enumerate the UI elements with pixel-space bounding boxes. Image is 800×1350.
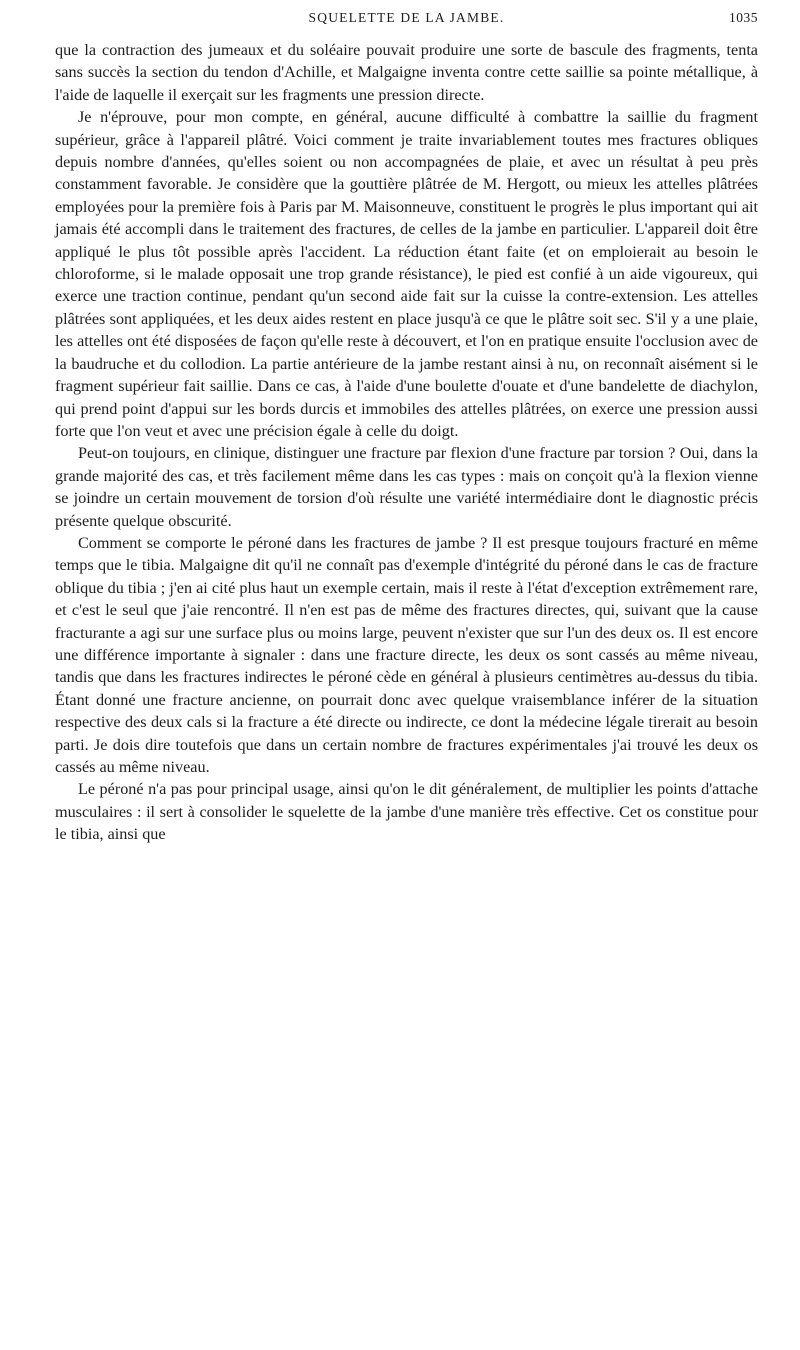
paragraph-continuation: que la contraction des jumeaux et du soléaire pouvait produire une sorte de bascule des fragments, tenta sans succès la section du tendon d'Achille, et Malgaigne inventa contre cette saillie sa pointe métallique, à l'aide de laquelle il exerçait sur les fragments une pression directe. xyxy=(55,41,758,104)
paragraph-fibula-role: Le péroné n'a pas pour principal usage, ainsi qu'on le dit généralement, de multiplier les points d'attache musculaires : il sert à consolider le squelette de la jambe d'une manière très effective. Cet os constitue pour le tibia, ainsi que xyxy=(55,780,758,844)
paragraph-plaster-treatment: Je n'éprouve, pour mon compte, en général, aucune difficulté à combattre la saillie du fragment supérieur, grâce à l'appareil plâtré. Voici comment je traite invariablement toutes mes fractures obliques depuis nombre d'années, qu'elles soient ou non accompagnées de plaie, et avec un résultat à peu près constamment favorable. Je considère que la gouttière plâtrée de M. Hergott, ou mieux les attelles plâtrées employées pour la première fois à Paris par M. Maisonneuve, constituent le progrès le plus important qui ait jamais été accompli dans le traitement des fractures, de celles de la jambe en particulier. L'appareil doit être appliqué le plus tôt possible après l'accident. La réduction étant faite (et on emploierait au besoin le chloroforme, si le malade opposait une trop grande résistance), le pied est confié à un aide vigoureux, qui exerce une traction continue, pendant qu'un second aide fait sur la cuisse la contre-extension. Les attelles plâtrées sont appliquées, et les deux aides restent en place jusqu'à ce que le plâtre soit sec. S'il y a une plaie, les attelles ont été disposées de façon qu'elle reste à découvert, et l'on en pratique ensuite l'occlusion avec de la baudruche et du collodion. La partie antérieure de la jambe restant ainsi à nu, on reconnaît aisément si le fragment supérieur fait saillie. Dans ce cas, à l'aide d'une boulette d'ouate et d'une bandelette de diachylon, qui prend point d'appui sur les bords durcis et immobiles des attelles plâtrées, on exerce une pression aussi forte que l'on veut et avec une précision égale à celle du doigt. xyxy=(55,108,758,440)
paragraph-flexion-torsion: Peut-on toujours, en clinique, distinguer une fracture par flexion d'une fracture par torsion ? Oui, dans la grande majorité des cas, et très facilement même dans les cas types : mais on conçoit qu'à la flexion vienne se joindre un certain mouvement de torsion d'où résulte une variété intermédiaire dont le diagnostic précis présente quelque obscurité. xyxy=(55,444,758,530)
page-number: 1035 xyxy=(729,10,758,25)
book-page xyxy=(55,0,758,1350)
running-head xyxy=(55,0,758,38)
paragraph-fibula-fractures: Comment se comporte le péroné dans les fractures de jambe ? Il est presque toujours fracturé en même temps que le tibia. Malgaigne dit qu'il ne connaît pas d'exemple d'intégrité du péroné dans le cas de fracture oblique du tibia ; j'en ai cité plus haut un exemple certain, mais il reste à l'état d'exception extrêmement rare, et c'est le seul que j'aie rencontré. Il n'en est pas de même des fractures directes, qui, suivant que la cause fracturante a agi sur une surface plus ou moins large, peuvent n'exister que sur l'un des deux os. Il est encore une différence importante à signaler : dans une fracture directe, les deux os sont cassés au même niveau, tandis que dans les fractures indirectes le péroné cède en général à plusieurs centimètres au-dessus du tibia. Étant donné une fracture ancienne, on pourrait donc avec quelque vraisemblance inférer de la situation respective des deux cals si la fracture a été directe ou indirecte, ce dont la médecine légale tirerait au besoin parti. Je dois dire toutefois que dans un certain nombre de fractures expérimentales j'ai trouvé les deux os cassés au même niveau. xyxy=(55,533,758,776)
body-text xyxy=(55,39,758,846)
running-title: SQUELETTE DE LA JAMBE. xyxy=(308,10,505,25)
